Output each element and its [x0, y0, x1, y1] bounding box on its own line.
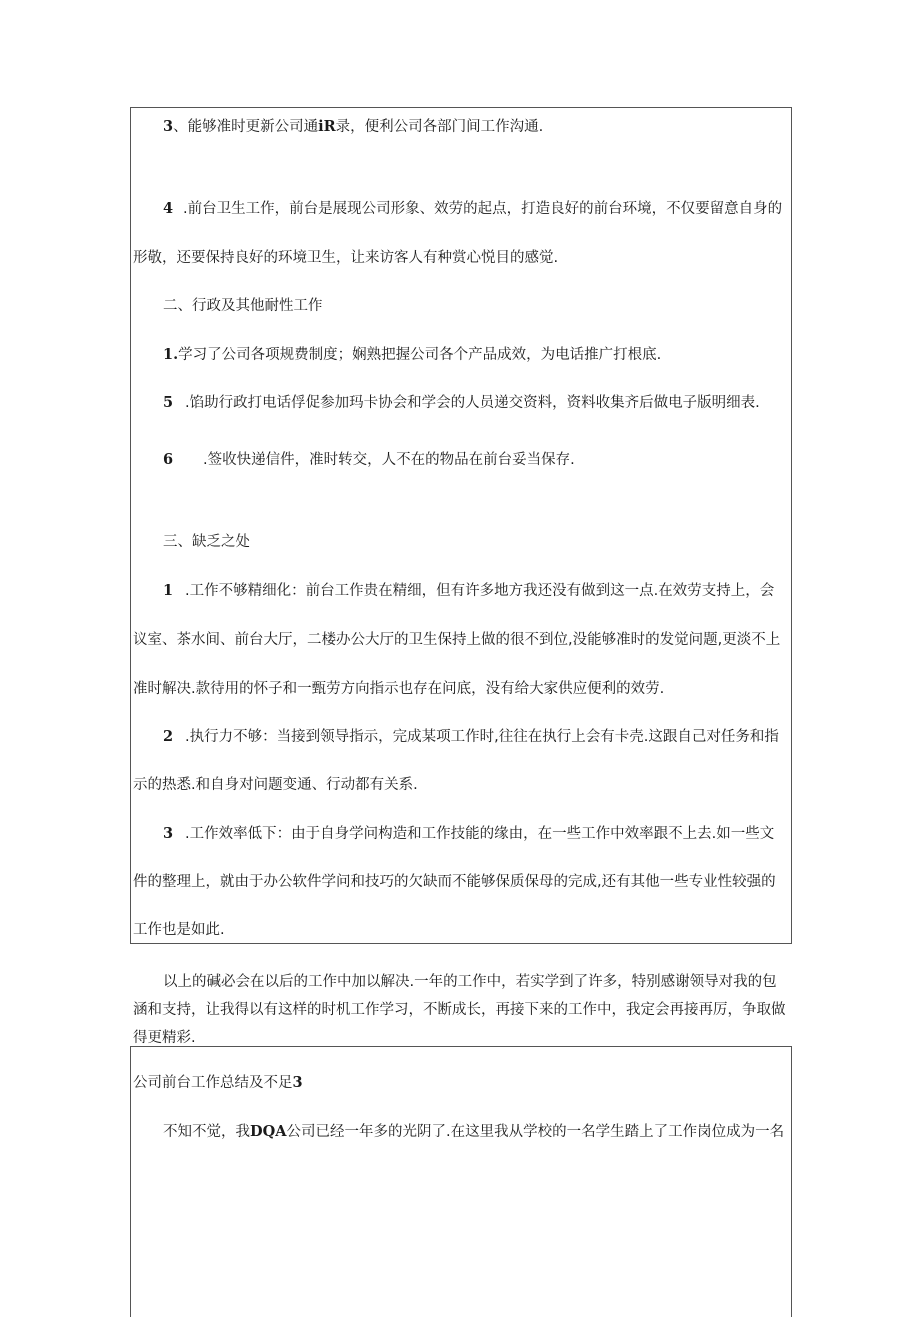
- item-number: 4: [163, 200, 174, 217]
- deficit3-line3: 工作也是如此.: [133, 922, 225, 938]
- item-number: 3: [163, 825, 174, 842]
- closing-line3: 得更精彩.: [133, 1030, 196, 1046]
- deficit1-line2: 议室、茶水间、前台大厅，二楼办公大厅的卫生保持上做的很不到位,没能够准时的发觉问题,更淡不上: [133, 632, 781, 648]
- item-text: .工作不够精细化：前台工作贵在精细，但有许多地方我还没有做到这一点.在效劳支持上，会: [185, 583, 775, 599]
- deficit3-line1: [163, 822, 774, 843]
- deficit2-line2: 示的热悉.和自身对问题变通、行动都有关系.: [133, 777, 418, 793]
- item-number: 2: [163, 728, 174, 745]
- item-number: 1.: [163, 346, 179, 363]
- item-text: 学习了公司各项规费制度；娴熟把握公司各个产品成效，为电话推广打根底.: [178, 347, 662, 363]
- item-text: .馅助行政打电话俘促参加玛卡协会和学会的人员递交资料，资料收集齐后做电子版明细表.: [185, 395, 760, 411]
- deficit1-line1: [163, 579, 774, 600]
- item5-line: [163, 391, 760, 412]
- item-text: .签收快递信件，准时转交，人不在的物品在前台妥当保存.: [203, 452, 575, 468]
- item4-line1: [163, 197, 782, 218]
- section-heading: 二、行政及其他耐性工作: [163, 298, 323, 314]
- company-name: DQA: [250, 1123, 287, 1140]
- item-number: 1: [163, 582, 174, 599]
- content-table-frame: [130, 107, 792, 944]
- item-number: 5: [163, 394, 174, 411]
- item1-line: [163, 343, 661, 364]
- item6-line: [163, 448, 575, 469]
- title-number: 3: [292, 1074, 303, 1091]
- next-doc-title: [133, 1071, 303, 1092]
- item-number: 3: [163, 118, 174, 135]
- paragraph-text: 不知不觉，我: [163, 1124, 250, 1140]
- item4-line2: 形敬，还要保持良好的环境卫生，让来访客人有种赏心悦目的感觉.: [133, 250, 559, 266]
- next-doc-paragraph: [163, 1120, 784, 1141]
- item3-line: [163, 115, 543, 136]
- item-text: 录，便利公司各部门间工作沟通.: [335, 119, 544, 135]
- item-text: .工作效率低下：由于自身学问构造和工作技能的缘由，在一些工作中效率跟不上去.如一些文: [185, 826, 775, 842]
- closing-line2: 涵和支持，让我得以有这样的时机工作学习，不断成长，再接下来的工作中，我定会再接再厉，争取做: [133, 1002, 786, 1018]
- deficit1-line3: 准时解决.款待用的怀子和一甄劳方向指示也存在问底，没有给大家供应便利的效劳.: [133, 681, 665, 697]
- title-text: 公司前台工作总结及不足: [133, 1075, 293, 1091]
- deficit3-line2: 件的整理上，就由于办公软件学问和技巧的欠缺而不能够保质保母的完成,还有其他一些专业性较强的: [133, 874, 776, 890]
- deficit2-line1: [163, 725, 779, 746]
- closing-line1: 以上的碱必会在以后的工作中加以解决.一年的工作中，若实学到了许多，特别感谢领导对我的包: [163, 974, 777, 990]
- item-number: 6: [163, 451, 174, 468]
- section-heading: 三、缺乏之处: [163, 534, 250, 550]
- item-text: 、能够准时更新公司通: [173, 119, 319, 135]
- paragraph-text: 公司已经一年多的光阴了.在这里我从学校的一名学生踏上了工作岗位成为一名: [286, 1124, 785, 1140]
- item-text: .执行力不够：当接到领导指示，完成某项工作时,往往在执行上会有卡壳.这跟自己对任务和指: [185, 729, 779, 745]
- item-text: .前台卫生工作，前台是展现公司形象、效劳的起点，打造良好的前台环境，不仅要留意自身的: [183, 201, 783, 217]
- item-text-bold: iR: [318, 118, 336, 135]
